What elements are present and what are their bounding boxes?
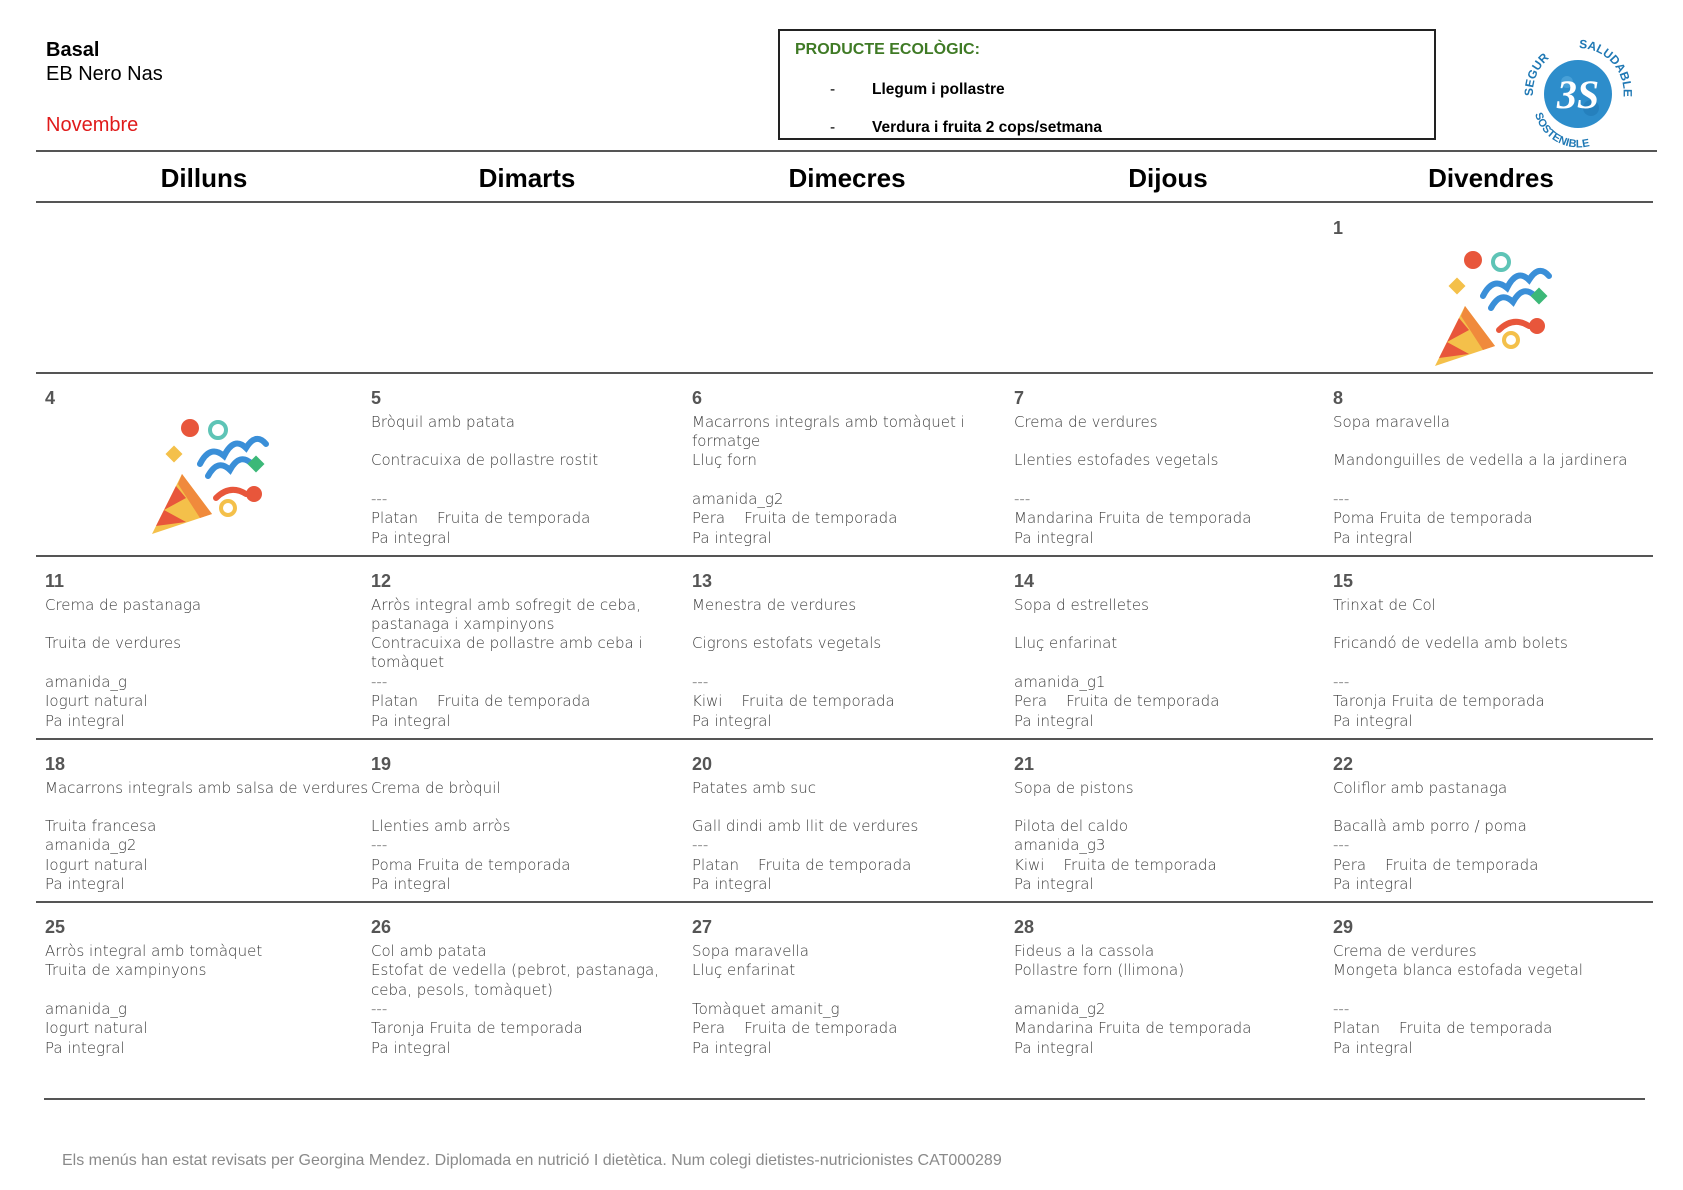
weekday-tuesday: Dimarts xyxy=(478,163,576,193)
day-number: 19 xyxy=(371,754,392,774)
menu-line: Pera Fruita de temporada xyxy=(1014,692,1220,710)
menu-line: Taronja Fruita de temporada xyxy=(371,1019,583,1037)
footer-rule xyxy=(44,1098,1645,1100)
menu-line: Mongeta blanca estofada vegetal xyxy=(1333,961,1583,979)
menu-line: Llenties estofades vegetals xyxy=(1014,451,1219,469)
menu-line: Sopa d estrelletes xyxy=(1014,596,1149,614)
week-divider xyxy=(36,738,1653,740)
menu-line: Contracuixa de pollastre rostit xyxy=(371,451,599,469)
menu-line: Pa integral xyxy=(45,1039,125,1057)
eco-item: - Verdura i fruita 2 cops/setmana xyxy=(830,119,1103,136)
day-number: 15 xyxy=(1333,571,1354,591)
menu-line: Truita de verdures xyxy=(45,634,182,652)
menu-line: Pa integral xyxy=(692,529,772,547)
eco-item-text: Verdura i fruita 2 cops/setmana xyxy=(872,119,1103,136)
menu-line: Pa integral xyxy=(1014,529,1094,547)
menu-line: Pa integral xyxy=(1333,1039,1413,1057)
menu-line: Pilota del caldo xyxy=(1014,817,1129,835)
menu-line: Lluç enfarinat xyxy=(1014,634,1118,652)
day-number: 6 xyxy=(692,388,703,408)
menu-line: Crema de verdures xyxy=(1014,413,1158,431)
menu-line: Pa integral xyxy=(371,712,451,730)
menu-line: Pa integral xyxy=(371,875,451,893)
day-number: 11 xyxy=(45,571,65,591)
menu-line: Col amb patata xyxy=(371,942,487,960)
menu-line: Pa integral xyxy=(1014,1039,1094,1057)
menu-line: Kiwi Fruita de temporada xyxy=(692,692,895,710)
weekday-thursday: Dijous xyxy=(1128,163,1208,193)
menu-line: --- xyxy=(371,836,388,854)
menu-line: --- xyxy=(371,490,388,508)
menu-line: Poma Fruita de temporada xyxy=(371,856,571,874)
menu-line: Mandonguilles de vedella a la jardinera xyxy=(1333,451,1628,469)
menu-line: Lluç enfarinat xyxy=(692,961,796,979)
menu-line: Menestra de verdures xyxy=(692,596,857,614)
menu-line: Iogurt natural xyxy=(45,692,148,710)
menu-line: Crema de verdures xyxy=(1333,942,1477,960)
menu-line: Iogurt natural xyxy=(45,856,148,874)
menu-line: Taronja Fruita de temporada xyxy=(1333,692,1545,710)
menu-line: Pa integral xyxy=(371,1039,451,1057)
menu-line: Tomàquet amanit_g xyxy=(692,1000,840,1018)
menu-line: --- xyxy=(692,673,709,691)
menu-line: Patates amb suc xyxy=(692,779,816,797)
menu-line: --- xyxy=(1014,490,1031,508)
menu-line: --- xyxy=(371,673,388,691)
day-number: 1 xyxy=(1333,218,1344,238)
menu-line: Fricandó de vedella amb bolets xyxy=(1333,634,1568,652)
menu-line: Bacallà amb porro / poma xyxy=(1333,817,1527,835)
day-number: 26 xyxy=(371,917,392,937)
menu-line: amanida_g1 xyxy=(1014,673,1106,691)
menu-line: --- xyxy=(1333,1000,1350,1018)
menu-line: Pa integral xyxy=(1333,875,1413,893)
day-number: 18 xyxy=(45,754,66,774)
menu-line: Mandarina Fruita de temporada xyxy=(1014,509,1252,527)
day-number: 4 xyxy=(45,388,56,408)
menu-line: Trinxat de Col xyxy=(1333,596,1436,614)
day-number: 12 xyxy=(371,571,392,591)
footer-note: Els menús han estat revisats per Georgina Mendez. Diplomada en nutrició I dietètica. Num colegi dietistes-nutricionistes CAT000289 xyxy=(62,1152,1002,1169)
menu-line: Pa integral xyxy=(1014,712,1094,730)
day-number: 7 xyxy=(1014,388,1025,408)
eco-item: - Llegum i pollastre xyxy=(830,81,1005,98)
menu-line: amanida_g2 xyxy=(1014,1000,1106,1018)
menu-line: Pa integral xyxy=(371,529,451,547)
menu-line: Platan Fruita de temporada xyxy=(1333,1019,1553,1037)
day-number: 21 xyxy=(1014,754,1035,774)
week-divider xyxy=(36,555,1653,557)
eco-title: PRODUCTE ECOLÒGIC: xyxy=(795,41,980,58)
day-number: 20 xyxy=(692,754,713,774)
school-name: EB Nero Nas xyxy=(46,63,163,85)
menu-line: Pa integral xyxy=(1014,875,1094,893)
party-popper-icon xyxy=(142,414,272,538)
menu-line: Lluç forn xyxy=(692,451,757,469)
menu-line: Pera Fruita de temporada xyxy=(692,509,898,527)
menu-line: amanida_g2 xyxy=(692,490,784,508)
header-top-rule xyxy=(36,150,1657,152)
menu-line: Pa integral xyxy=(692,1039,772,1057)
menu-line: ceba, pesols, tomàquet) xyxy=(371,981,553,999)
menu-line: Truita francesa xyxy=(45,817,157,835)
day-number: 29 xyxy=(1333,917,1354,937)
weekday-monday: Dilluns xyxy=(160,163,248,193)
eco-products-box xyxy=(778,29,1436,140)
menu-line: Pa integral xyxy=(1333,712,1413,730)
menu-line: Coliflor amb pastanaga xyxy=(1333,779,1508,797)
menu-line: Sopa maravella xyxy=(1333,413,1450,431)
header-info xyxy=(46,38,163,138)
weekday-bottom-rule xyxy=(36,201,1653,203)
menu-line: Macarrons integrals amb tomàquet i xyxy=(692,413,965,431)
menu-line: Fideus a la cassola xyxy=(1014,942,1155,960)
menu-line: --- xyxy=(1333,490,1350,508)
week-divider xyxy=(36,901,1653,903)
month-label: Novembre xyxy=(46,114,139,136)
menu-line: Crema de bròquil xyxy=(371,779,501,797)
menu-line: Kiwi Fruita de temporada xyxy=(1014,856,1217,874)
menu-line: amanida_g xyxy=(45,1000,127,1018)
menu-line: Llenties amb arròs xyxy=(371,817,511,835)
day-number: 27 xyxy=(692,917,713,937)
menu-line: amanida_g xyxy=(45,673,127,691)
svg-text:3S: 3S xyxy=(1556,72,1600,117)
day-number: 14 xyxy=(1014,571,1035,591)
menu-line: formatge xyxy=(692,432,761,450)
day-number: 25 xyxy=(45,917,66,937)
menu-line: --- xyxy=(692,836,709,854)
menu-type: Basal xyxy=(46,39,100,61)
menu-line: Truita de xampinyons xyxy=(45,961,207,979)
menu-line: pastanaga i xampinyons xyxy=(371,615,555,633)
day-number: 5 xyxy=(371,388,382,408)
party-popper-icon xyxy=(1425,246,1555,370)
menu-line: Pa integral xyxy=(1333,529,1413,547)
menu-line: Contracuixa de pollastre amb ceba i xyxy=(371,634,643,652)
svg-text:SEGUR: SEGUR xyxy=(1521,50,1552,97)
menu-line: Crema de pastanaga xyxy=(45,596,202,614)
svg-text:SOSTENIBLE: SOSTENIBLE xyxy=(1532,110,1591,151)
menu-line: Bròquil amb patata xyxy=(371,413,515,431)
menu-line: Sopa de pistons xyxy=(1014,779,1134,797)
menu-line: amanida_g3 xyxy=(1014,836,1106,854)
week-divider xyxy=(36,372,1653,374)
menu-line: Mandarina Fruita de temporada xyxy=(1014,1019,1252,1037)
menu-line: Poma Fruita de temporada xyxy=(1333,509,1533,527)
menu-line: Pa integral xyxy=(45,875,125,893)
day-number: 13 xyxy=(692,571,713,591)
menu-line: Arròs integral amb sofregit de ceba, xyxy=(371,596,641,614)
3s-logo-icon xyxy=(1515,26,1640,151)
day-number: 22 xyxy=(1333,754,1354,774)
menu-line: Arròs integral amb tomàquet xyxy=(45,942,263,960)
menu-line: Pa integral xyxy=(692,875,772,893)
menu-line: --- xyxy=(1333,836,1350,854)
weekday-friday: Divendres xyxy=(1428,163,1554,193)
day-number: 28 xyxy=(1014,917,1035,937)
menu-line: Estofat de vedella (pebrot, pastanaga, xyxy=(371,961,659,979)
weekday-wednesday: Dimecres xyxy=(788,163,906,193)
menu-line: --- xyxy=(1333,673,1350,691)
menu-line: tomàquet xyxy=(371,653,445,671)
menu-line: Gall dindi amb llit de verdures xyxy=(692,817,919,835)
menu-line: Pa integral xyxy=(45,712,125,730)
menu-line: Pollastre forn (llimona) xyxy=(1014,961,1185,979)
menu-line: Pera Fruita de temporada xyxy=(1333,856,1539,874)
menu-line: Macarrons integrals amb salsa de verdures xyxy=(45,779,369,797)
menu-line: Cigrons estofats vegetals xyxy=(692,634,882,652)
menu-line: Iogurt natural xyxy=(45,1019,148,1037)
eco-item-text: Llegum i pollastre xyxy=(872,81,1005,98)
menu-line: Platan Fruita de temporada xyxy=(371,509,591,527)
menu-line: Platan Fruita de temporada xyxy=(371,692,591,710)
menu-line: --- xyxy=(371,1000,388,1018)
menu-line: Sopa maravella xyxy=(692,942,809,960)
menu-line: Pa integral xyxy=(692,712,772,730)
menu-line: amanida_g2 xyxy=(45,836,137,854)
menu-line: Platan Fruita de temporada xyxy=(692,856,912,874)
svg-text:SALUDABLE: SALUDABLE xyxy=(1578,36,1635,98)
menu-line: Pera Fruita de temporada xyxy=(692,1019,898,1037)
day-number: 8 xyxy=(1333,388,1344,408)
